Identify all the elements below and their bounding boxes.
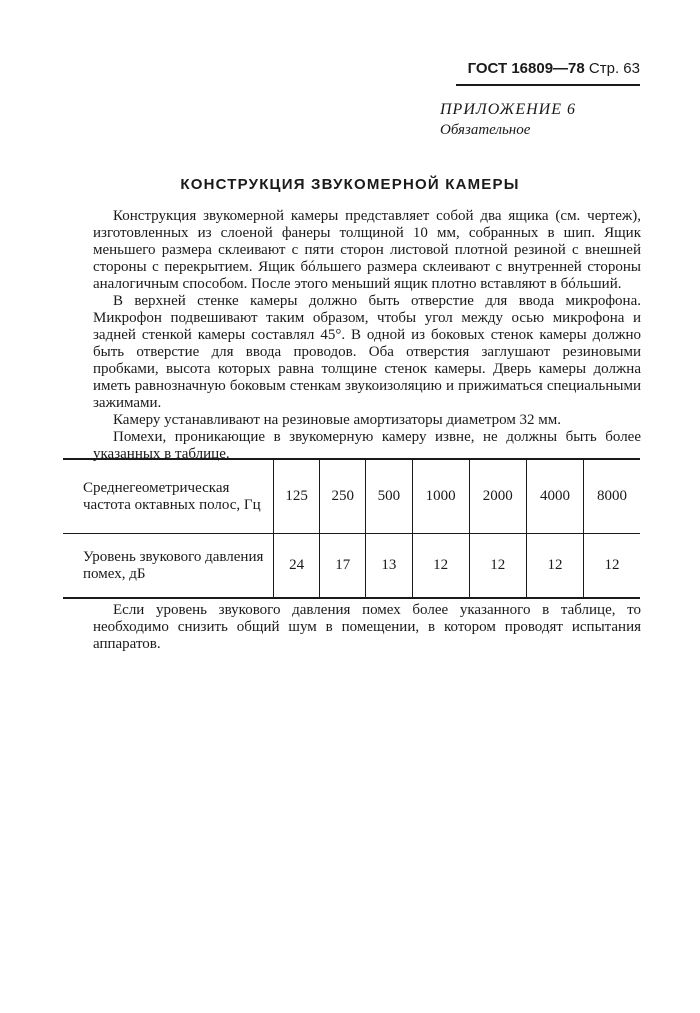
table-cell: 12 xyxy=(526,534,583,599)
table-cell: 4000 xyxy=(526,459,583,534)
paragraph: В верхней стенке камеры должно быть отверстие для ввода микрофона. Микрофон подвешивают таким образом, чтобы угол между осью микрофона и задней стенкой камеры составлял 45°. В одной из боковых стенок камеры должно быть отверстие для ввода проводов. Оба отверстия заглушают резиновыми пробками, высота которых равна толщине стенок камеры. Дверь камеры должна иметь равнозначную боковым стенкам звукоизоляцию и прижиматься специальными зажимами. xyxy=(93,293,641,411)
table-cell: 2000 xyxy=(469,459,526,534)
table-row xyxy=(63,534,640,599)
footer-note xyxy=(93,602,641,653)
standard-number: ГОСТ 16809—78 xyxy=(467,60,585,77)
table-cell: 125 xyxy=(274,459,320,534)
table-cell: 500 xyxy=(366,459,412,534)
table-cell: 24 xyxy=(274,534,320,599)
table-cell: 12 xyxy=(412,534,469,599)
table-cell: 12 xyxy=(469,534,526,599)
paragraph: Если уровень звукового давления помех более указанного в таблице, то необходимо снизить общий шум в помещении, в котором проводят испытания аппаратов. xyxy=(93,602,641,652)
table-cell: 17 xyxy=(320,534,366,599)
paragraph: Камеру устанавливают на резиновые амортизаторы диаметром 32 мм. xyxy=(113,412,562,428)
table-cell: 13 xyxy=(366,534,412,599)
body-text xyxy=(93,208,641,463)
table-row xyxy=(63,459,640,534)
appendix-block xyxy=(440,100,640,140)
row-label-frequency: Среднегеометрическая частота октавных полос, Гц xyxy=(63,459,274,534)
row-label-level: Уровень звукового давления помех, дБ xyxy=(63,534,274,599)
table-cell: 8000 xyxy=(584,459,640,534)
table-cell: 12 xyxy=(584,534,640,599)
paragraph: Конструкция звукомерной камеры представляет собой два ящика (см. чертеж), изготовленных из слоеной фанеры толщиной 10 мм, собранных в шип. Ящик меньшего размера склеивают с пяти сторон листовой плотной резиной с внешней стороны с перекрытием. Ящик бóльшего размера склеивают с внутренней стороны аналогичным способом. После этого меньший ящик плотно вставляют в бóльший. xyxy=(93,208,641,292)
table-cell: 250 xyxy=(320,459,366,534)
paragraph: Помехи, проникающие в звукомерную камеру извне, не должны быть более указанных в таблице. xyxy=(93,429,641,462)
page-header xyxy=(455,60,640,77)
table-cell: 1000 xyxy=(412,459,469,534)
noise-level-table xyxy=(63,458,640,599)
document-title: КОНСТРУКЦИЯ ЗВУКОМЕРНОЙ КАМЕРЫ xyxy=(180,176,520,193)
appendix-status: Обязательное xyxy=(440,122,531,138)
header-rule xyxy=(456,84,640,86)
page-number: Стр. 63 xyxy=(588,60,640,77)
appendix-title: ПРИЛОЖЕНИЕ 6 xyxy=(440,101,576,118)
